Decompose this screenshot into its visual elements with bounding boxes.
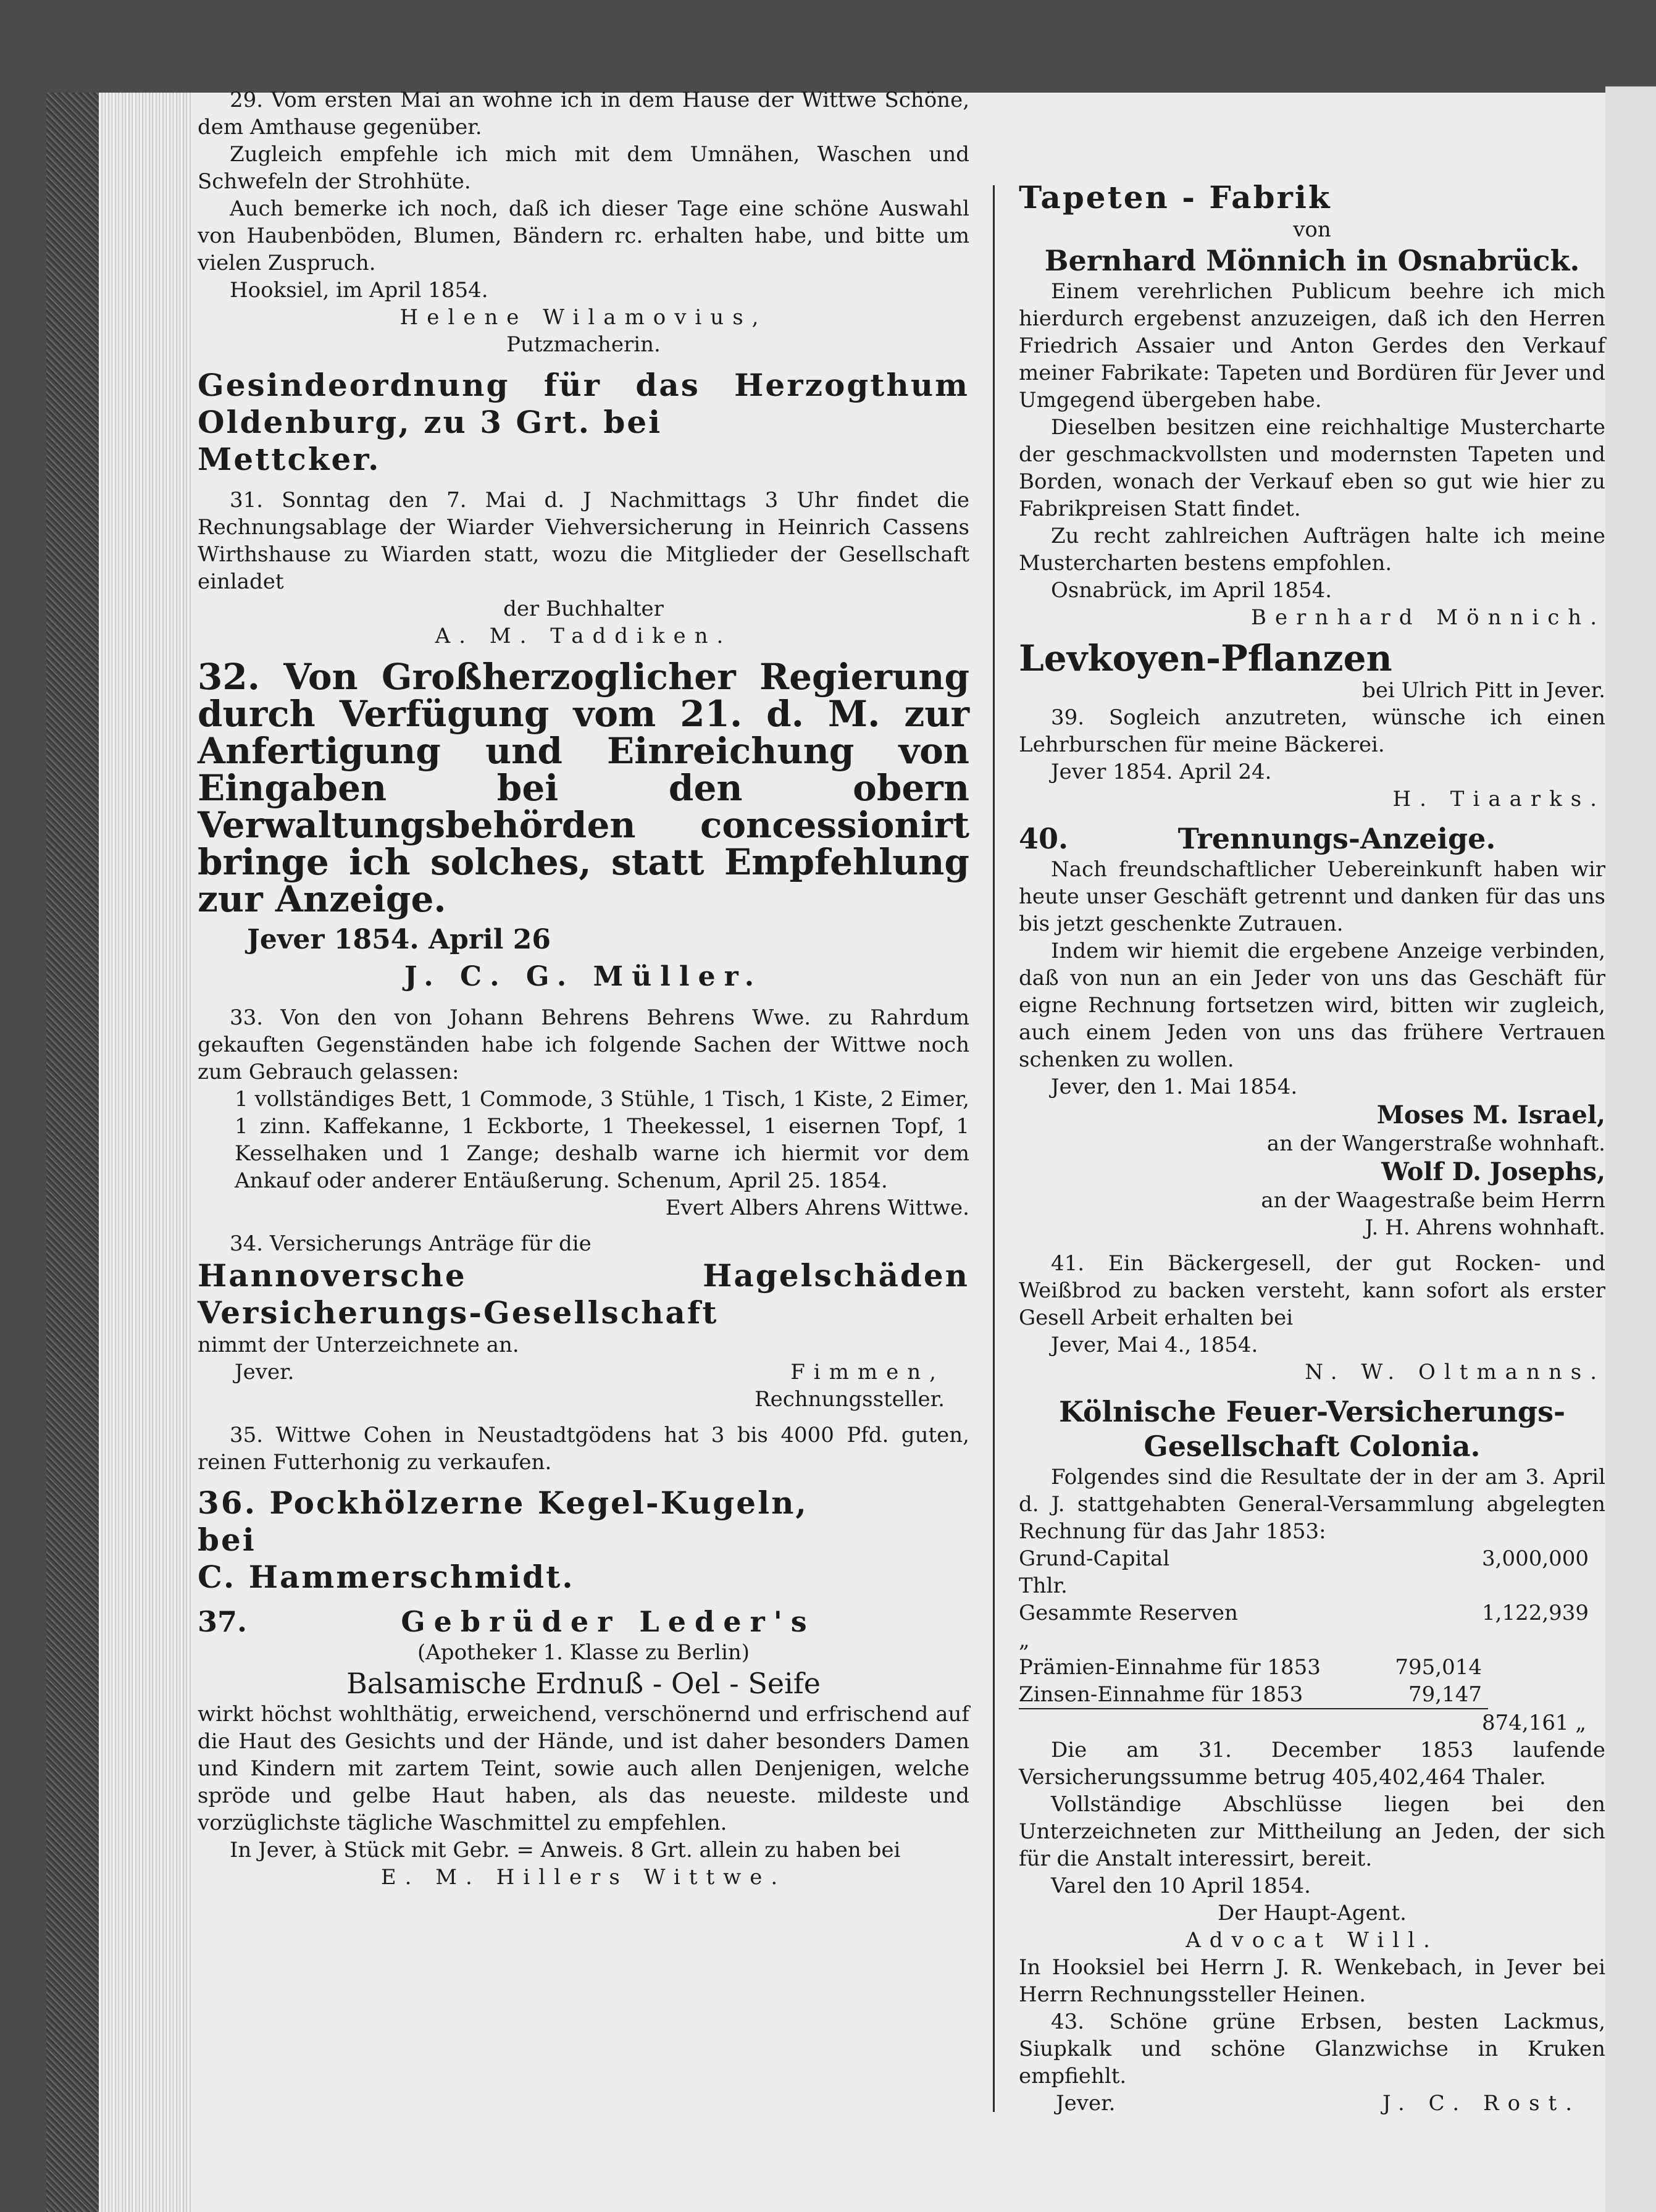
colonia-row: Prämien-Einnahme für 1853 795,014 — [1019, 1655, 1482, 1680]
ad37-product: Balsamische Erdnuß - Oel - Seife — [346, 1667, 821, 1700]
ad34-line1: 34. Versicherungs Anträge für die — [230, 1231, 592, 1256]
colonia-title: Kölnische Feuer-Versicherungs-Gesellschaft Colonia. — [1058, 1395, 1566, 1463]
tapeten-place: Osnabrück, im April 1854. — [1051, 578, 1332, 603]
ad-41 — [1019, 1250, 1605, 1386]
ad37-price: In Jever, à Stück mit Gebr. = Anweis. 8 Grt. allein zu haben bei — [230, 1838, 901, 1862]
tapeten-firm: Bernhard Mönnich in Osnabrück. — [1044, 244, 1580, 277]
ad43-text: 43. Schöne grüne Erbsen, besten Lackmus, Siupkalk und schöne Glanzwichse in Kruken empfiehlt. — [1019, 2009, 1605, 2088]
colonia-p1: Folgendes sind die Resultate der in der am 3. April d. J. stattgehabten General-Versammlung abgelegten Rechnung für das Jahr 1853: — [1019, 1465, 1605, 1544]
ad-29 — [198, 86, 969, 358]
tapeten-von: von — [1293, 217, 1331, 242]
ad32-text: 32. Von Großherzoglicher Regierung durch Verfügung vom 21. d. M. zur Anfertigung und Einreichung von Eingaben bei den obern Verwaltungsbehörden concessionirt bringe ich solches, statt Empfehlung zur Anzeige. — [198, 656, 969, 920]
ad34-place: Jever. — [235, 1360, 295, 1385]
ad32-date: Jever 1854. April 26 — [247, 924, 551, 955]
colonia-row: 874,161 „ — [1482, 1711, 1587, 1735]
ad40-p2: Indem wir hiemit die ergebene Anzeige verbinden, daß von nun an ein Jeder von uns das Geschäft für eigne Rechnung fortsetzen wird, bitten wir zugleich, auch einem Jeden von uns das frühere Vertrauen schenken zu wollen. — [1019, 939, 1605, 1072]
ad-43 — [1019, 2008, 1605, 2117]
ad33-line2: 1 vollständiges Bett, 1 Commode, 3 Stühle, 1 Tisch, 1 Kiste, 2 Eimer, 1 zinn. Kaffekanne, 1 Eckborte, 1 Theekessel, 1 eisernen Topf, 1 Kesselhaken und 1 Zange; deshalb warne ich hiermit vor dem Ankauf oder anderer Entäußerung. Schenum, April 25. 1854. — [235, 1087, 969, 1193]
ad-32 — [198, 658, 969, 995]
ad-colonia — [1019, 1394, 1605, 2008]
ad-39 — [1019, 704, 1605, 813]
colonia-row: Zinsen-Einnahme für 1853 79,147 — [1019, 1681, 1488, 1709]
colonia-row: Gesammte Reserven 1,122,939 „ — [1019, 1601, 1589, 1653]
ad-33 — [198, 1004, 969, 1221]
levkoyen-title: Levkoyen-Pflanzen — [1019, 637, 1392, 679]
ad37-num: 37. — [198, 1605, 248, 1638]
ad41-date: Jever, Mai 4., 1854. — [1051, 1333, 1258, 1357]
book-binding — [46, 93, 99, 2212]
left-column — [198, 86, 969, 1891]
gesinde-seller: Mettcker. — [198, 441, 381, 477]
tapeten-p2: Dieselben besitzen eine reichhaltige Mustercharte der geschmackvollsten und modernsten Tapeten und Borden, wonach der Verkauf eben so gut wie hier zu Fabrikpreisen Statt findet. — [1019, 415, 1605, 521]
ad36-bei: bei — [198, 1522, 256, 1558]
ad40-p1: Nach freundschaftlicher Uebereinkunft haben wir heute unser Geschäft getrennt und danken für das uns bis jetzt geschenkte Zutrauen. — [1019, 857, 1605, 936]
ad36-title: 36. Pockhölzerne Kegel-Kugeln, — [198, 1485, 808, 1521]
page-edges — [99, 93, 191, 2212]
ad39-text: 39. Sogleich anzutreten, wünsche ich einen Lehrburschen für meine Bäckerei. — [1019, 705, 1605, 757]
ad40-num: 40. — [1019, 822, 1069, 855]
ad-levkoyen — [1019, 637, 1605, 704]
colonia-row: Grund-Capital 3,000,000 Thlr. — [1019, 1546, 1589, 1598]
ad-tapeten-fabrik — [1019, 179, 1605, 631]
ad40-addr1: an der Wangerstraße wohnhaft. — [1266, 1131, 1605, 1156]
ad29-line2: Zugleich empfehle ich mich mit dem Umnähen, Waschen und Schwefeln der Strohhüte. — [198, 142, 969, 194]
ad40-addr2b: J. H. Ahrens wohnhaft. — [1365, 1215, 1605, 1240]
ad40-addr2a: an der Waagestraße beim Herrn — [1261, 1188, 1605, 1213]
ad39-date: Jever 1854. April 24. — [1051, 760, 1272, 784]
column-divider — [993, 185, 995, 2112]
ad-40 — [1019, 821, 1605, 1241]
colonia-p2: Die am 31. December 1853 laufende Versicherungssumme betrug 405,402,464 Thaler. — [1019, 1738, 1605, 1790]
ad31-role: der Buchhalter — [503, 597, 664, 621]
ad35-text: 35. Wittwe Cohen in Neustadtgödens hat 3 bis 4000 Pfd. guten, reinen Futterhonig zu verkaufen. — [198, 1423, 969, 1475]
ad-34 — [198, 1230, 969, 1413]
ad34-name: Fimmen, — [790, 1360, 945, 1385]
ad43-place: Jever. — [1056, 2091, 1116, 2116]
background-strip — [1605, 86, 1656, 2212]
ad33-name: Evert Albers Ahrens Wittwe. — [665, 1196, 969, 1220]
ad37-title: Gebrüder Leder's — [401, 1605, 816, 1638]
ad36-name: C. Hammerschmidt. — [198, 1559, 575, 1595]
ad29-name: Helene Wilamovius, — [399, 305, 767, 330]
ad31-text: 31. Sonntag den 7. Mai d. J Nachmittags 3 Uhr findet die Rechnungsablage der Wiarder Viehversicherung in Heinrich Cassens Wirthshause zu Wiarden statt, wozu die Mitglieder der Gesellschaft einladet — [198, 488, 969, 594]
ad40-title: Trennungs-Anzeige. — [1177, 822, 1496, 855]
ad41-text: 41. Ein Bäckergesell, der gut Rocken- und Weißbrod zu backen versteht, kann sofort als erster Gesell Arbeit erhalten bei — [1019, 1251, 1605, 1330]
ad31-name: A. M. Taddiken. — [435, 624, 732, 648]
ad-37 — [198, 1604, 969, 1891]
ad37-text: wirkt höchst wohlthätig, erweichend, verschönernd und erfrischend auf die Haut des Gesichts und der Hände, und ist daher besonders Damen und Kindern mit zartem Teint, sowie auch allen Denjenigen, welche spröde und gelbe Haut haben, als das neueste. mildeste und vorzüglichste tägliche Waschmittel zu empfehlen. — [198, 1702, 969, 1835]
ad33-line1: 33. Von den von Johann Behrens Behrens Wwe. zu Rahrdum gekauften Gegenständen habe ich folgende Sachen der Wittwe noch zum Gebrauch gelassen: — [198, 1005, 969, 1084]
ad29-place: Hooksiel, im April 1854. — [230, 278, 488, 303]
ad34-line2: nimmt der Unterzeichnete an. — [198, 1333, 519, 1357]
tapeten-p3: Zu recht zahlreichen Aufträgen halte ich meine Mustercharten bestens empfohlen. — [1019, 524, 1605, 576]
right-column — [1019, 86, 1605, 2117]
ad43-name: J. C. Rost. — [1382, 2091, 1581, 2116]
tapeten-p1: Einem verehrlichen Publicum beehre ich mich hierdurch ergebenst anzuzeigen, daß ich den Herren Friedrich Assaier und Anton Gerdes den Verkauf meiner Fabrikate: Tapeten und Bordüren für Jever und Umgegend übergeben habe. — [1019, 279, 1605, 413]
colonia-place: Varel den 10 April 1854. — [1051, 1874, 1311, 1898]
levkoyen-by: bei Ulrich Pitt in Jever. — [1362, 678, 1605, 703]
ad-35 — [198, 1422, 969, 1476]
ad41-name: N. W. Oltmanns. — [1305, 1360, 1605, 1385]
gesinde-text: Gesindeordnung für das Herzogthum Oldenburg, zu 3 Grt. bei — [198, 367, 969, 440]
ad40-name2: Wolf D. Josephs, — [1381, 1157, 1605, 1186]
tapeten-name: Bernhard Mönnich. — [1251, 605, 1605, 630]
colonia-table — [1019, 1545, 1605, 1737]
ad40-date: Jever, den 1. Mai 1854. — [1051, 1075, 1298, 1099]
colonia-p3: Vollständige Abschlüsse liegen bei den Unterzeichneten zur Mittheilung an Jeden, der sich für die Anstalt interessirt, bereit. — [1019, 1792, 1605, 1871]
ad37-sub: (Apotheker 1. Klasse zu Berlin) — [417, 1640, 750, 1665]
ad29-trade: Putzmacherin. — [506, 332, 661, 357]
ad-36 — [198, 1485, 969, 1596]
ad34-role: Rechnungssteller. — [755, 1387, 945, 1412]
ad32-name: J. C. G. Müller. — [404, 961, 763, 992]
tapeten-title: Tapeten - Fabrik — [1019, 179, 1332, 216]
ad29-line3: Auch bemerke ich noch, daß ich dieser Tage eine schöne Auswahl von Haubenböden, Blumen, Bändern rc. erhalten habe, und bitte um vielen Zuspruch. — [198, 196, 969, 275]
ad34-title: Hannoversche Hagelschäden Versicherungs-Gesellschaft — [198, 1257, 969, 1331]
colonia-role: Der Haupt-Agent. — [1218, 1901, 1407, 1925]
ad-gesindeordnung — [198, 367, 969, 478]
ad39-name: H. Tiaarks. — [1392, 787, 1605, 811]
ad29-line1: 29. Vom ersten Mai an wohne ich in dem Hause der Wittwe Schöne, dem Amthause gegenüber. — [198, 88, 969, 140]
ad-31 — [198, 487, 969, 650]
ad40-name1: Moses M. Israel, — [1376, 1100, 1605, 1129]
colonia-p4: In Hooksiel bei Herrn J. R. Wenkebach, in Jever bei Herrn Rechnungssteller Heinen. — [1019, 1955, 1605, 2007]
ad37-name: E. M. Hillers Wittwe. — [380, 1865, 787, 1890]
colonia-name: Advocat Will. — [1186, 1928, 1439, 1953]
